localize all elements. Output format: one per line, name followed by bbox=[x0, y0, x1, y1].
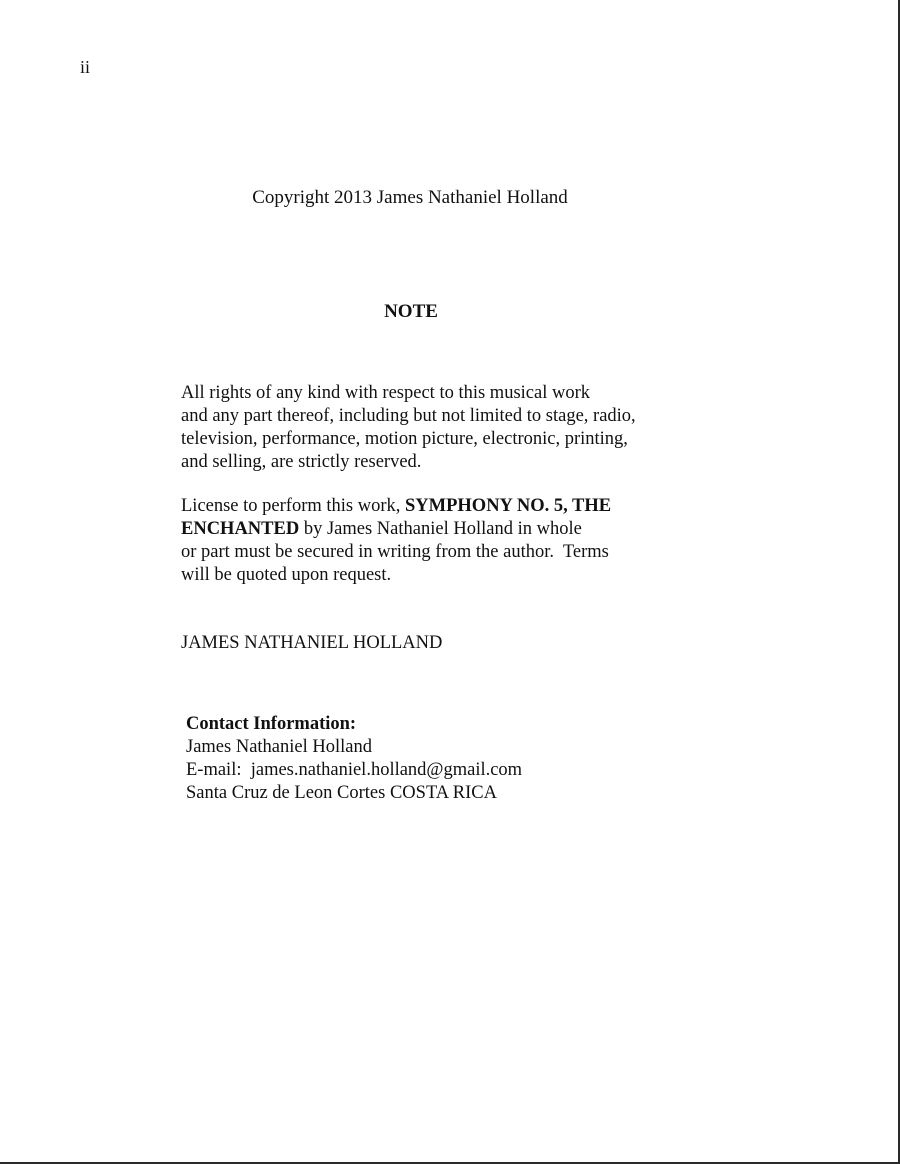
contact-block bbox=[186, 713, 522, 805]
contact-address: Santa Cruz de Leon Cortes COSTA RICA bbox=[186, 783, 497, 803]
license-line-4: will be quoted upon request. bbox=[181, 565, 392, 585]
license-line-3: or part must be secured in writing from the author. Terms bbox=[181, 542, 609, 562]
contact-heading: Contact Information: bbox=[186, 714, 357, 734]
author-signature: JAMES NATHANIEL HOLLAND bbox=[181, 633, 443, 653]
license-line-2 bbox=[181, 518, 701, 541]
rights-line: All rights of any kind with respect to this musical work bbox=[181, 383, 590, 403]
license-prefix: License to perform this work, bbox=[181, 496, 405, 516]
rights-line: and selling, are strictly reserved. bbox=[181, 452, 422, 472]
rights-line: television, performance, motion picture, electronic, printing, bbox=[181, 429, 628, 449]
page-number: ii bbox=[80, 57, 91, 77]
license-suffix: by James Nathaniel Holland in whole bbox=[299, 519, 582, 539]
rights-line: and any part thereof, including but not limited to stage, radio, bbox=[181, 406, 636, 426]
license-line-1 bbox=[181, 495, 701, 518]
email-address: james.nathaniel.holland@gmail.com bbox=[250, 760, 523, 780]
rights-paragraph bbox=[181, 382, 701, 474]
copyright-line: Copyright 2013 James Nathaniel Holland bbox=[252, 187, 568, 208]
work-title-part-1: SYMPHONY NO. 5, THE bbox=[405, 496, 612, 516]
email-label: E-mail: bbox=[186, 760, 251, 780]
contact-name: James Nathaniel Holland bbox=[186, 737, 372, 757]
license-paragraph bbox=[181, 495, 701, 587]
work-title-part-2: ENCHANTED bbox=[181, 519, 300, 539]
contact-email-line bbox=[186, 759, 522, 782]
note-heading: NOTE bbox=[384, 301, 438, 322]
